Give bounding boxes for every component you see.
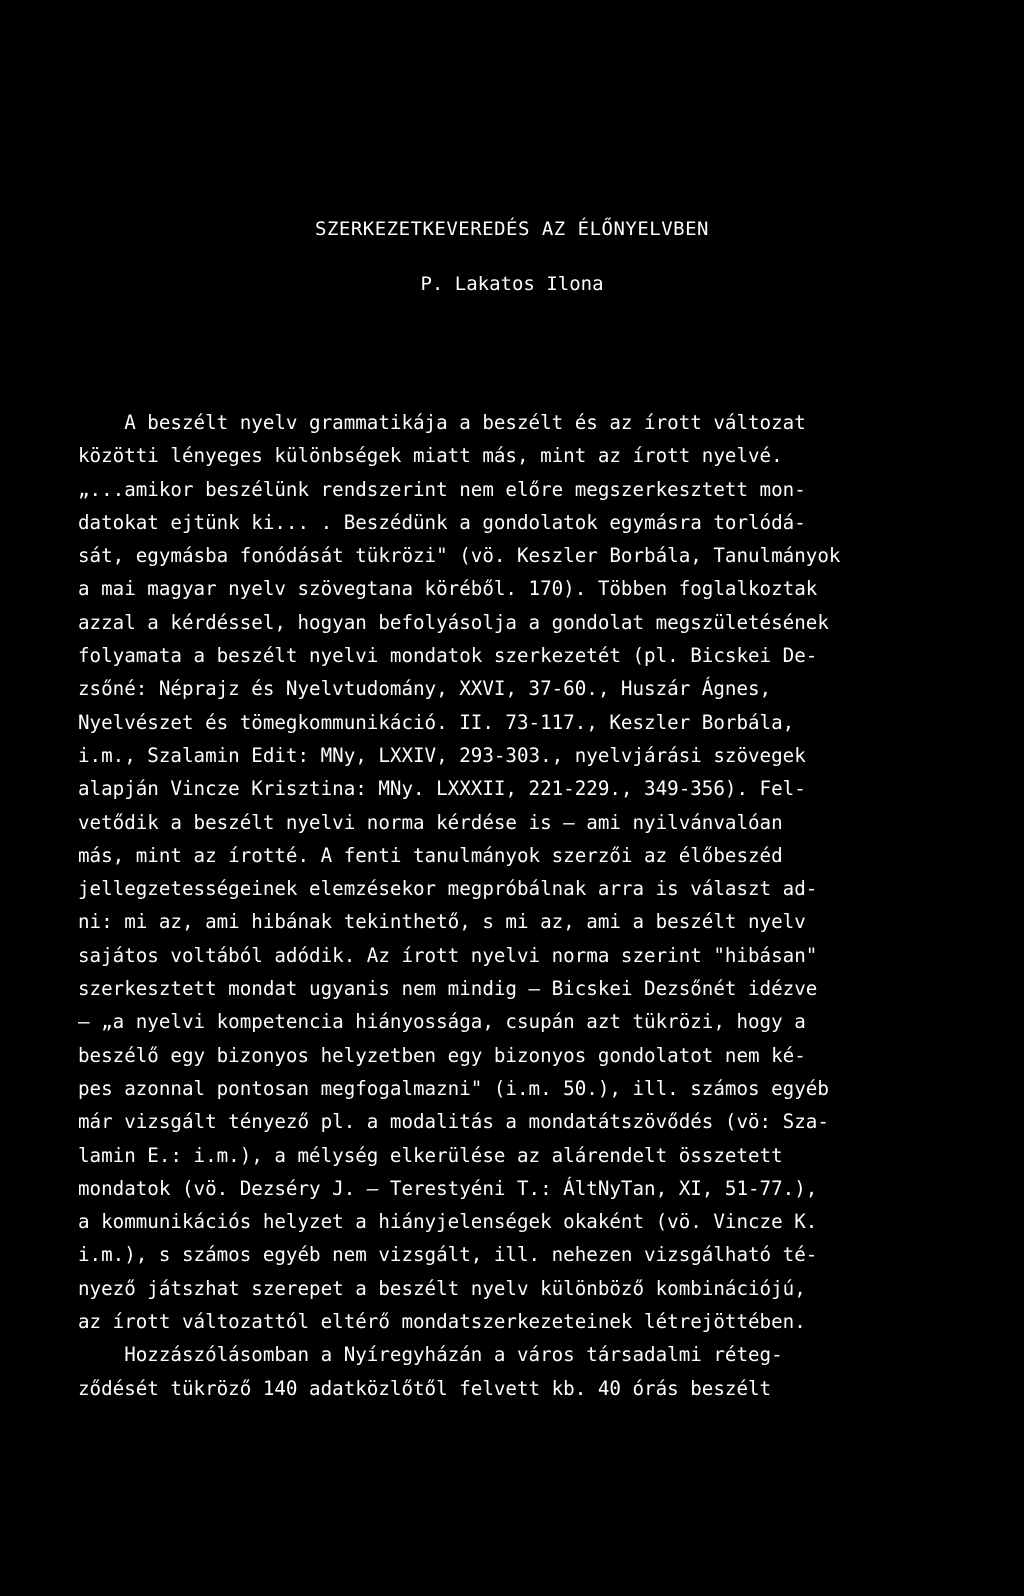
text-line: sát, egymásba fonódását tükrözi" (vö. Keszler Borbála, Tanulmányok (78, 544, 841, 568)
text-line: közötti lényeges különbségek miatt más, mint az írott nyelvé. (78, 444, 783, 468)
text-line: beszélő egy bizonyos helyzetben egy bizonyos gondolatot nem ké- (78, 1043, 806, 1067)
text-line: Hozzászólásomban a Nyíregyházán a város társadalmi réteg- (78, 1343, 783, 1367)
text-line: i.m., Szalamin Edit: MNy, LXXIV, 293-303., nyelvjárási szövegek (78, 743, 806, 767)
body-text (78, 406, 944, 1405)
text-line: az írott változattól eltérő mondatszerkezeteinek létrejöttében. (78, 1310, 806, 1334)
text-line: „...amikor beszélünk rendszerint nem előre megszerkesztett mon- (78, 477, 806, 501)
text-line: zsőné: Néprajz és Nyelvtudomány, XXVI, 37-60., Huszár Ágnes, (78, 677, 772, 701)
text-line: pes azonnal pontosan megfogalmazni" (i.m. 50.), ill. számos egyéb (78, 1076, 829, 1100)
document-author: P. Lakatos Ilona (420, 273, 604, 295)
text-line: Nyelvészet és tömegkommunikáció. II. 73-117., Keszler Borbála, (78, 710, 795, 734)
text-line: mondatok (vö. Dezséry J. — Terestyéni T.: ÁltNyTan, XI, 51-77.), (78, 1176, 818, 1200)
text-line: már vizsgált tényező pl. a modalitás a mondatátszövődés (vö: Sza- (78, 1110, 829, 1134)
text-line: alapján Vincze Krisztina: MNy. LXXXII, 221-229., 349-356). Fel- (78, 777, 806, 801)
text-line: a kommunikációs helyzet a hiányjelenségek okaként (vö. Vincze K. (78, 1210, 818, 1234)
text-line: folyamata a beszélt nyelvi mondatok szerkezetét (pl. Bicskei De- (78, 644, 818, 668)
text-line: nyező játszhat szerepet a beszélt nyelv különböző kombinációjú, (78, 1276, 806, 1300)
document-title: SZERKEZETKEVEREDÉS AZ ÉLŐNYELVBEN (315, 218, 709, 240)
text-line: datokat ejtünk ki... . Beszédünk a gondolatok egymásra torlódá- (78, 510, 806, 534)
text-line: ni: mi az, ami hibának tekinthető, s mi az, ami a beszélt nyelv (78, 910, 806, 934)
text-line: szerkesztett mondat ugyanis nem mindig — Bicskei Dezsőnét idézve (78, 977, 818, 1001)
text-line: A beszélt nyelv grammatikája a beszélt és az írott változat (78, 411, 806, 434)
text-line: — „a nyelvi kompetencia hiányossága, csupán azt tükrözi, hogy a (78, 1010, 806, 1034)
text-line: ződését tükröző 140 adatközlőtől felvett kb. 40 órás beszélt (78, 1376, 772, 1400)
text-line: vetődik a beszélt nyelvi norma kérdése is — ami nyilvánvalóan (78, 810, 783, 834)
text-line: i.m.), s számos egyéb nem vizsgált, ill. nehezen vizsgálható té- (78, 1243, 818, 1267)
text-line: lamin E.: i.m.), a mélység elkerülése az alárendelt összetett (78, 1143, 783, 1167)
text-line: a mai magyar nyelv szövegtana köréből. 170). Többen foglalkoztak (78, 577, 818, 601)
text-line: más, mint az írotté. A fenti tanulmányok szerzői az élőbeszéd (78, 843, 783, 867)
text-line: azzal a kérdéssel, hogyan befolyásolja a gondolat megszületésének (78, 610, 829, 634)
text-line: sajátos voltából adódik. Az írott nyelvi norma szerint "hibásan" (78, 943, 818, 967)
text-line: jellegzetességeinek elemzésekor megpróbálnak arra is választ ad- (78, 877, 818, 901)
